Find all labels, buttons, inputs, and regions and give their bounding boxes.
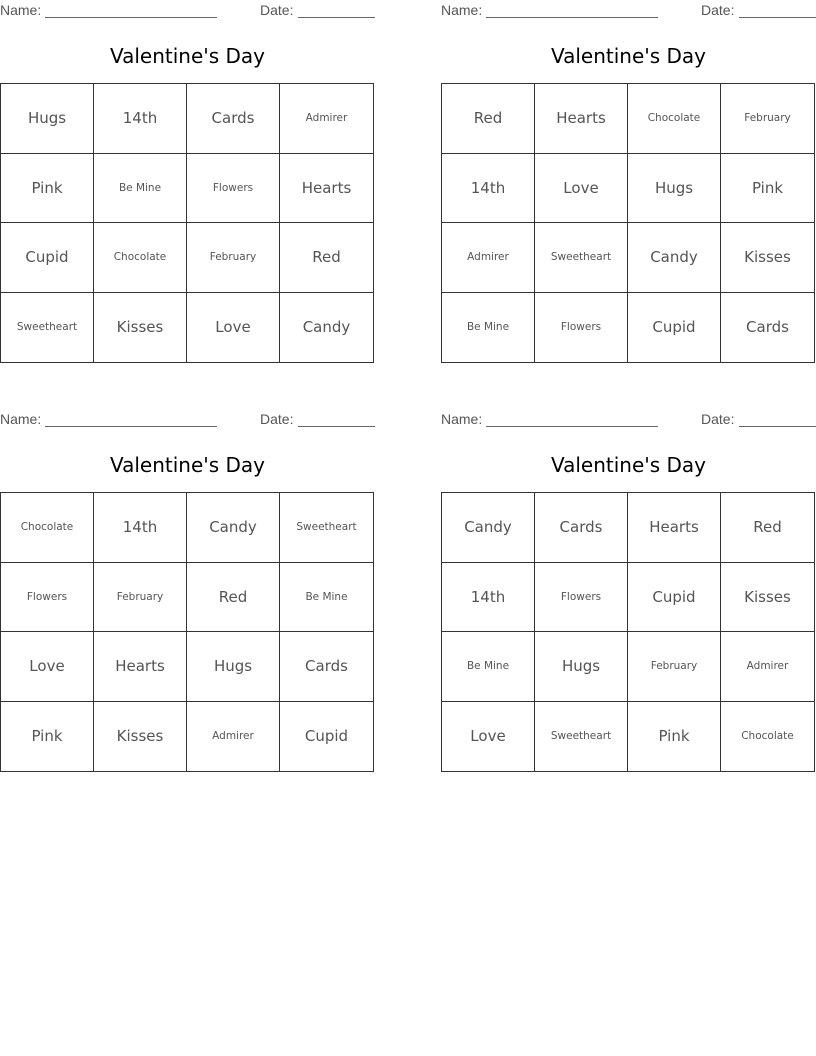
- bingo-cell: Be Mine: [442, 293, 535, 363]
- bingo-cell: Flowers: [187, 154, 280, 224]
- bingo-cell: Pink: [1, 702, 94, 772]
- bingo-cell: Be Mine: [442, 632, 535, 702]
- bingo-cell: Candy: [628, 223, 721, 293]
- card-header: [441, 411, 816, 429]
- date-label: Date:: [260, 2, 294, 18]
- bingo-cell: Love: [1, 632, 94, 702]
- card-header: [0, 2, 375, 20]
- date-field-line: [298, 17, 375, 18]
- bingo-grid: [0, 83, 374, 363]
- card-title: Valentine's Day: [550, 453, 707, 477]
- bingo-cell: Sweetheart: [280, 493, 373, 563]
- name-field-line: [486, 17, 658, 18]
- bingo-cell: Red: [187, 563, 280, 633]
- bingo-cell: Hugs: [628, 154, 721, 224]
- bingo-cell: Admirer: [187, 702, 280, 772]
- card-title: Valentine's Day: [109, 453, 266, 477]
- name-field-line: [486, 426, 658, 427]
- bingo-grid: [441, 492, 815, 772]
- bingo-cell: Hugs: [187, 632, 280, 702]
- bingo-cell: Hearts: [535, 84, 628, 154]
- bingo-cell: 14th: [442, 563, 535, 633]
- bingo-cell: Admirer: [442, 223, 535, 293]
- bingo-cell: Cards: [280, 632, 373, 702]
- bingo-cell: Hearts: [628, 493, 721, 563]
- bingo-cell: Kisses: [721, 223, 814, 293]
- bingo-cell: Cards: [535, 493, 628, 563]
- bingo-cell: Be Mine: [280, 563, 373, 633]
- date-label: Date:: [701, 411, 735, 427]
- bingo-cell: Be Mine: [94, 154, 187, 224]
- bingo-cell: Sweetheart: [535, 223, 628, 293]
- bingo-cell: Cupid: [1, 223, 94, 293]
- bingo-cell: Hearts: [280, 154, 373, 224]
- name-field-line: [45, 17, 217, 18]
- name-label: Name:: [441, 2, 483, 18]
- card-header: [441, 2, 816, 20]
- bingo-cell: Red: [721, 493, 814, 563]
- date-label: Date:: [260, 411, 294, 427]
- name-label: Name:: [0, 411, 42, 427]
- name-label: Name:: [0, 2, 42, 18]
- bingo-cell: Chocolate: [741, 730, 794, 743]
- bingo-cell: 14th: [94, 493, 187, 563]
- bingo-cell: Hugs: [535, 632, 628, 702]
- bingo-cell: Flowers: [1, 563, 94, 633]
- date-label: Date:: [701, 2, 735, 18]
- bingo-cell: Cupid: [304, 727, 349, 746]
- bingo-cell: Kisses: [94, 293, 187, 363]
- bingo-cell: Candy: [442, 493, 535, 563]
- date-field-line: [739, 426, 816, 427]
- bingo-cell: Pink: [628, 702, 721, 772]
- bingo-cell: Love: [187, 293, 280, 363]
- bingo-cell: Kisses: [721, 563, 814, 633]
- bingo-cell: February: [94, 563, 187, 633]
- bingo-cell: 14th: [94, 84, 187, 154]
- bingo-cell: February: [187, 223, 280, 293]
- bingo-cell: Chocolate: [628, 84, 721, 154]
- name-label: Name:: [441, 411, 483, 427]
- card-title: Valentine's Day: [109, 44, 266, 68]
- date-field-line: [298, 426, 375, 427]
- bingo-cell: Red: [442, 84, 535, 154]
- date-field-line: [739, 17, 816, 18]
- bingo-cell: Chocolate: [1, 493, 94, 563]
- bingo-cell: 14th: [442, 154, 535, 224]
- bingo-grid: [441, 83, 815, 363]
- card-title: Valentine's Day: [550, 44, 707, 68]
- bingo-cell: Admirer: [721, 632, 814, 702]
- bingo-cell: Cupid: [628, 563, 721, 633]
- bingo-cell: Sweetheart: [535, 702, 628, 772]
- bingo-cell: Admirer: [280, 84, 373, 154]
- bingo-cell: Flowers: [535, 563, 628, 633]
- bingo-cell: February: [628, 632, 721, 702]
- bingo-cell: Cards: [187, 84, 280, 154]
- bingo-cell: Love: [535, 154, 628, 224]
- bingo-cell: Cards: [746, 318, 789, 337]
- bingo-cell: Candy: [187, 493, 280, 563]
- bingo-cell: Love: [442, 702, 535, 772]
- bingo-cell: Chocolate: [94, 223, 187, 293]
- bingo-cell: Hugs: [1, 84, 94, 154]
- bingo-cell: February: [721, 84, 814, 154]
- name-field-line: [45, 426, 217, 427]
- bingo-cell: Flowers: [535, 293, 628, 363]
- bingo-cell: Sweetheart: [1, 293, 94, 363]
- bingo-cell: Kisses: [94, 702, 187, 772]
- bingo-cell: Cupid: [628, 293, 721, 363]
- bingo-cell: Candy: [302, 318, 351, 337]
- card-header: [0, 411, 375, 429]
- bingo-cell: Hearts: [94, 632, 187, 702]
- bingo-grid: [0, 492, 374, 772]
- bingo-cell: Pink: [1, 154, 94, 224]
- bingo-cell: Red: [280, 223, 373, 293]
- bingo-cell: Pink: [721, 154, 814, 224]
